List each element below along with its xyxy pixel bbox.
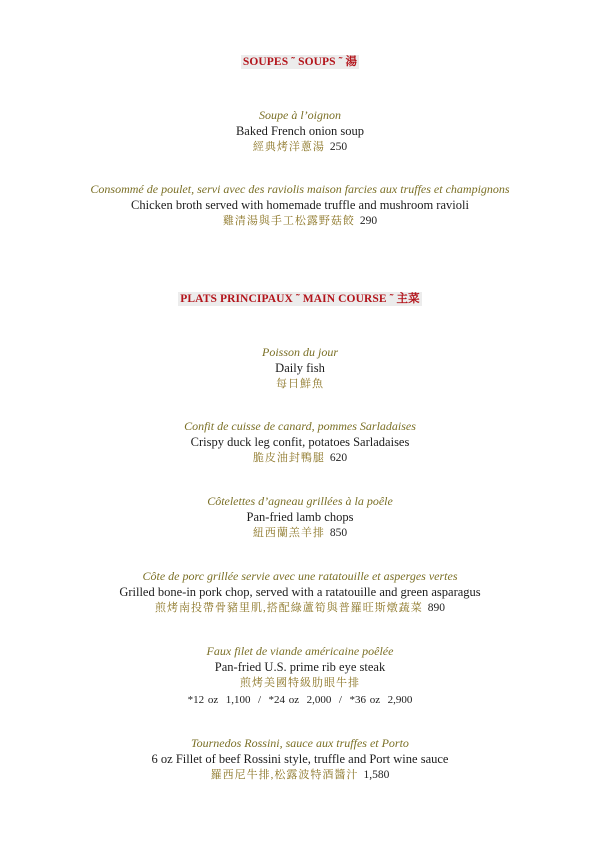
menu-item-tournedos-rossini: [0, 735, 600, 784]
dish-name-french: Côte de porc grillée servie avec une ratatouille et asperges vertes: [142, 569, 458, 583]
menu-item-consomme: [0, 181, 600, 230]
dish-name-french: Poisson du jour: [261, 345, 338, 359]
dish-price: 890: [427, 602, 445, 614]
dish-name-chinese: 雞清湯與手工松露野菇餃: [222, 215, 355, 227]
menu-item-duck-confit: [0, 418, 600, 467]
dish-price: 620: [329, 452, 348, 464]
section-title: SOUPES ˜ SOUPS ˜ 湯: [242, 56, 358, 68]
menu-item-pork-chop: [0, 568, 600, 617]
dish-name-french: Consommé de poulet, servi avec des raviolis maison farcies aux truffes et champignons: [90, 182, 510, 196]
menu-item-daily-fish: [0, 344, 600, 393]
section-title: PLATS PRINCIPAUX ˜ MAIN COURSE ˜ 主菜: [180, 293, 420, 305]
dish-name-french: Confit de cuisse de canard, pommes Sarladaises: [184, 419, 416, 433]
dish-name-chinese: 脆皮油封鴨腿: [252, 452, 325, 464]
dish-name-english: Daily fish: [275, 361, 325, 375]
dish-name-chinese-line: [0, 376, 600, 393]
dish-name-chinese: 羅西尼牛排,松露波特酒醬汁: [210, 769, 359, 781]
dish-name-chinese-line: [0, 139, 600, 156]
dish-price: 850: [329, 527, 348, 539]
dish-name-chinese-line: [0, 767, 600, 784]
dish-name-chinese-line: [0, 450, 600, 467]
dish-name-chinese-line: [0, 675, 600, 692]
menu-item-lamb-chops: [0, 493, 600, 542]
dish-name-chinese-line: [0, 525, 600, 542]
dish-name-english: 6 oz Fillet of beef Rossini style, truffle and Port wine sauce: [151, 752, 449, 766]
dish-name-french: Côtelettes d’agneau grillées à la poêle: [207, 494, 393, 508]
dish-name-chinese-line: [0, 600, 600, 617]
menu-item-rib-eye: [0, 643, 600, 709]
dish-name-chinese: 經典烤洋蔥湯: [252, 141, 325, 153]
dish-name-english: Baked French onion soup: [235, 124, 365, 138]
dish-name-chinese: 每日鮮魚: [276, 378, 324, 390]
dish-name-chinese: 紐西蘭羔羊排: [252, 527, 325, 539]
menu-item-onion-soup: [0, 107, 600, 156]
section-header-main-course: [0, 290, 600, 306]
dish-name-french: Tournedos Rossini, sauce aux truffes et Porto: [191, 736, 409, 750]
dish-name-english: Crispy duck leg confit, potatoes Sarladaises: [190, 435, 410, 449]
dish-price: 290: [359, 215, 378, 227]
dish-name-chinese: 煎烤美國特級肋眼牛排: [240, 677, 360, 689]
dish-name-chinese: 煎烤南投帶骨豬里肌,搭配綠蘆筍與普羅旺斯燉蔬菜: [155, 602, 423, 614]
dish-price: 250: [329, 141, 348, 153]
dish-name-french: Soupe à l’oignon: [259, 108, 341, 122]
dish-name-chinese-line: [0, 213, 600, 230]
dish-size-prices: *12 oz 1,100 / *24 oz 2,000 / *36 oz 2,900: [187, 694, 413, 706]
dish-name-english: Pan-fried U.S. prime rib eye steak: [214, 660, 386, 674]
dish-name-english: Chicken broth served with homemade truffle and mushroom ravioli: [131, 198, 469, 212]
section-header-soups: [0, 53, 600, 69]
dish-name-french: Faux filet de viande américaine poêlée: [206, 644, 394, 658]
dish-name-english: Grilled bone-in pork chop, served with a ratatouille and green asparagus: [119, 585, 481, 599]
dish-name-english: Pan-fried lamb chops: [246, 510, 354, 524]
dish-price: 1,580: [363, 769, 390, 781]
